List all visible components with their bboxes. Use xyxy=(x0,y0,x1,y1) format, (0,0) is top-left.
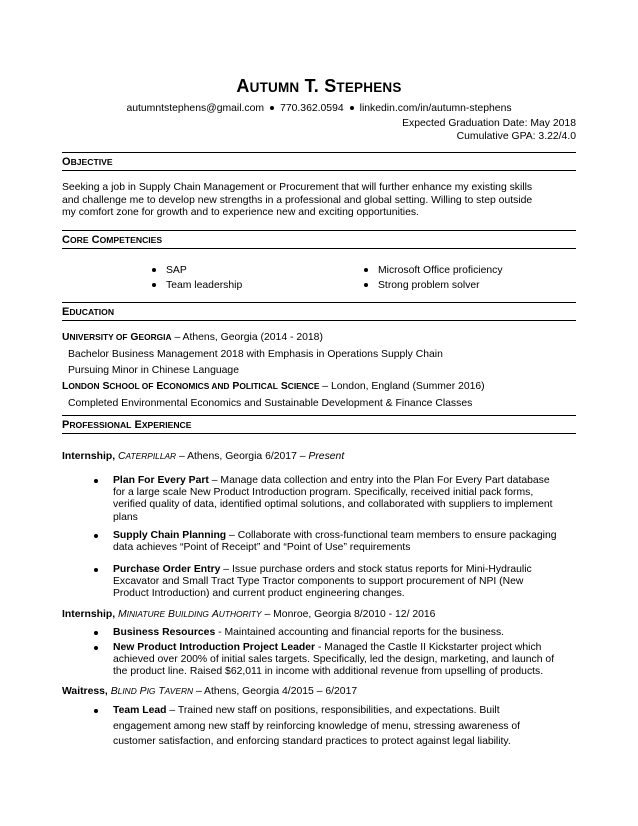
experience-heading: PROFESSIONAL EXPERIENCE xyxy=(62,415,576,434)
gpa: Cumulative GPA: 3.22/4.0 xyxy=(456,131,576,142)
competency-item: Microsoft Office proficiency xyxy=(362,263,503,278)
lse-courses-line: Completed Environmental Economics and Sustainable Development & Finance Classes xyxy=(68,398,473,409)
phone-number: 770.362.0594 xyxy=(280,103,344,114)
candidate-name: AUTUMN T. STEPHENS xyxy=(236,76,402,96)
job-bullet: Purchase Order Entry – Issue purchase orders and stock status reports for Mini-Hydraulic Excavator and Small Tract Type Tractor components to support procurement of NPI (New Product Introduction) and current product engineering changes. xyxy=(113,564,573,601)
job-blindpig-header: Waitress, BLIND PIG TAVERN – Athens, Georgia 4/2015 – 6/2017 xyxy=(62,686,358,697)
job-bullet: Business Resources - Maintained accounting and financial reports for the business. xyxy=(113,627,573,639)
graduation-date: Expected Graduation Date: May 2018 xyxy=(402,118,576,129)
education-heading: EDUCATION xyxy=(62,302,576,321)
bullet-icon xyxy=(94,709,98,713)
school-uga: UNIVERSITY OF GEORGIA – Athens, Georgia (2014 - 2018) xyxy=(62,332,323,343)
job-bullet: Supply Chain Planning – Collaborate with cross-functional team members to ensure packaging data achieves “Point of Receipt” and “Point of Use” requirements xyxy=(113,530,573,554)
competency-item: Team leadership xyxy=(150,278,242,293)
bullet-icon xyxy=(94,479,98,483)
degree-line: Bachelor Business Management 2018 with Emphasis in Operations Supply Chain xyxy=(68,349,443,360)
job-bullet: New Product Introduction Project Leader - Managed the Castle II Kickstarter project which achieved over 200% of initial sales targets. Specifically, led the design, marketing, and launch of the product line. Raised $62,011 in income with additional revenue from upselling of products. xyxy=(113,642,573,679)
competency-item: Strong problem solver xyxy=(362,278,503,293)
job-caterpillar-header: Internship, CATERPILLAR – Athens, Georgia 6/2017 – Present xyxy=(62,451,345,462)
bullet-icon xyxy=(94,568,98,572)
linkedin-link[interactable]: linkedin.com/in/autumn-stephens xyxy=(359,103,512,114)
separator-dot-icon xyxy=(270,106,274,110)
competency-item: SAP xyxy=(150,263,242,278)
objective-heading: OBJECTIVE xyxy=(62,152,576,171)
minor-line: Pursuing Minor in Chinese Language xyxy=(68,365,239,376)
contact-line xyxy=(62,103,576,114)
school-lse: LONDON SCHOOL OF ECONOMICS AND POLITICAL SCIENCE – London, England (Summer 2016) xyxy=(62,381,485,392)
job-mba-header: Internship, MINIATURE BUILDING AUTHORITY – Monroe, Georgia 8/2010 - 12/ 2016 xyxy=(62,609,436,620)
competencies-right xyxy=(362,263,503,293)
job-bullet: Team Lead – Trained new staff on positions, responsibilities, and expectations. Built engagement among new staff by reinforcing knowledge of menu, stressing awareness of customer satisfaction, and enforcing standard practices to protect against legal liability. xyxy=(113,703,573,750)
objective-text xyxy=(62,182,576,220)
graduation-info xyxy=(402,117,576,143)
email-link[interactable]: autumntstephens@gmail.com xyxy=(126,103,265,114)
job-bullet: Plan For Every Part – Manage data collection and entry into the Plan For Every Part database for a large scale New Product Introduction program. Specifically, received initial pack forms, verified quality of data, identified optimal solutions, and collaborated with suppliers to implement plans xyxy=(113,475,573,524)
competencies-left xyxy=(150,263,242,293)
competencies-heading: CORE COMPETENCIES xyxy=(62,230,576,249)
separator-dot-icon xyxy=(350,106,354,110)
objective-line: and challenge me to develop new strengths in a professional and global setting. Willing to step outside xyxy=(62,194,533,206)
objective-line: my comfort zone for growth and to experience new and exciting opportunities. xyxy=(62,207,419,218)
objective-line: Seeking a job in Supply Chain Management or Procurement that will further enhance my existing skills xyxy=(62,182,533,193)
bullet-icon xyxy=(94,631,98,635)
bullet-icon xyxy=(94,646,98,650)
bullet-icon xyxy=(94,534,98,538)
